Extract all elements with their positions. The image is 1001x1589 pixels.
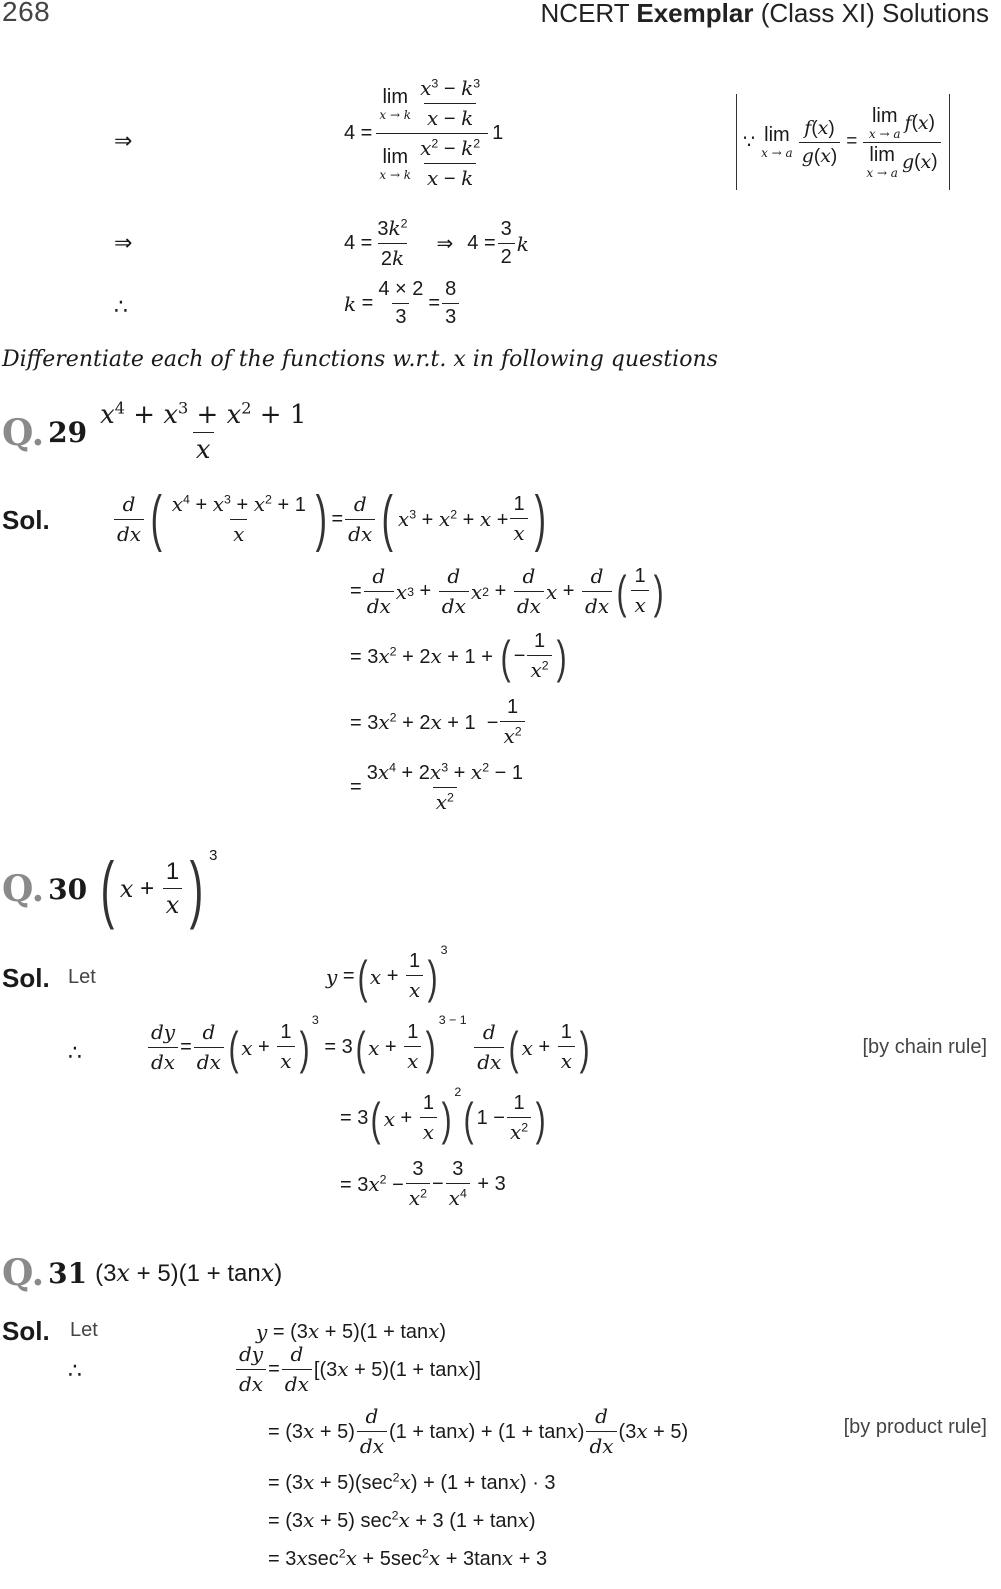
- question-mark-label: Q.: [2, 411, 45, 454]
- implies-symbol: ⇒: [114, 128, 133, 153]
- q30-step-2: = 3 ( x + $\frac{1}{x}$ ) 2 ( 1 − $\frac{1}{x^2}$ ): [340, 1085, 546, 1145]
- product-rule-note: [by product rule]: [843, 1416, 987, 1438]
- therefore-symbol-30: ∴: [68, 1040, 82, 1065]
- let-text-31: Let: [70, 1319, 98, 1341]
- therefore-symbol: ∴: [114, 294, 128, 319]
- implies-inline: ⇒: [436, 233, 454, 255]
- q29-step-5: = $\frac{3x^4 + 2x^3 + x^2 - 1}{x^2}$: [350, 760, 524, 814]
- question-29: Q. 29 $\frac{x^4 + x^3 + x^2 + 1}{x}$: [2, 398, 307, 465]
- q30-step-1: $\frac{dy}{dx}$ = $\frac{d}{dx}$ ( x + $\frac{1}{x}$ ) 3 = 3 ( x + $\frac{1}{x}$ ) 3 − 1 $\frac{d}{dx}$ ( x + $\frac{1}{x}$ ): [146, 1020, 592, 1075]
- equation-k-step: 4 = $\frac{3k^2}{2k}$ ⇒ 4 = $\frac{3}{2}$ k: [344, 216, 529, 270]
- equation-k-result: k = $\frac{4 \times 2}{3}$ = $\frac{8}{3}$: [344, 278, 461, 329]
- q29-step-1: $\frac{d}{dx}$ ( $\frac{x^4 + x^3 + x^2 + 1}{x}$ ) = $\frac{d}{dx}$ ( $x^3 + x^2 + x$ + $\frac{1}{x}$ ): [112, 488, 550, 550]
- let-text-30: Let: [68, 966, 96, 988]
- question-number: 29: [48, 416, 88, 449]
- q31-step-4: = (3x + 5) $\sec^2x + 3$ (1 + tanx): [268, 1508, 536, 1532]
- implies-symbol-2: ⇒: [114, 230, 133, 255]
- book-subtitle: (Class XI) Solutions: [760, 0, 989, 28]
- page-number: 268: [2, 0, 51, 27]
- book-name: Exemplar: [636, 0, 754, 28]
- q29-step-4: = $3x^2 + 2x + 1$ − $\frac{1}{x^2}$: [350, 696, 527, 749]
- section-instruction: Differentiate each of the functions w.r.t. x in following questions: [2, 347, 718, 372]
- running-head: [541, 0, 989, 29]
- q31-define-y: y = (3x + 5)(1 + tanx): [256, 1319, 447, 1344]
- question-mark-label: Q.: [2, 1252, 45, 1294]
- chain-rule-note: [by chain rule]: [862, 1036, 987, 1058]
- q31-step-3: = $(3x + 5)(\sec^2x) + (1 + \tan x) \cdot 3$: [268, 1470, 556, 1494]
- because-symbol: ∵: [743, 131, 756, 153]
- solution-label-29: Sol.: [2, 505, 50, 535]
- solution-label-30: Sol.: [2, 963, 50, 993]
- question-30: Q. 30 ( x + $\frac{1}{x}$ ) 3: [2, 847, 218, 930]
- question-number: 30: [48, 872, 88, 906]
- q31-step-1: $\frac{dy}{dx}$ = $\frac{d}{dx}$ [(3x + 5)(1 + tanx)]: [234, 1342, 481, 1397]
- limit-rule-note: ∵ lim x → a $\frac{f(x)}{g(x)}$ = lim x → a f ( x ) lim x → a g ( x ): [736, 94, 950, 190]
- therefore-symbol-31: ∴: [68, 1358, 82, 1383]
- series-name: NCERT: [540, 0, 630, 28]
- question-mark-label: Q.: [2, 868, 45, 911]
- q30-define-y: y = ( x + $\frac{1}{x}$ ) 3: [326, 943, 448, 1003]
- q31-step-2: = (3x + 5) $\frac{d}{dx}$ (1 + tanx) + (1 + tanx) $\frac{d}{dx}$ (3x + 5): [268, 1404, 689, 1458]
- q29-step-2: = $\frac{d}{dx}$ x 3 + $\frac{d}{dx}$ x 2 + $\frac{d}{dx}$ x + $\frac{d}{dx}$ ( $\frac{1}{x}$ ): [350, 564, 664, 618]
- question-31: Q. 31 (3x + 5)(1 + tanx): [2, 1252, 283, 1294]
- q30-step-3: = $3x^2$ − $\frac{3}{x^2}$ − $\frac{3}{x^4}$ + 3: [340, 1158, 506, 1210]
- q31-step-5: = $3xsec^2x + 5\sec^2x + 3\tan x + 3$: [268, 1546, 548, 1570]
- equation-limit-ratio: 4 = lim x → k $\frac{x^3 - k^3}{x - k}$ lim x → k $\frac{x^2 - k^2}{x - k}$ 1: [344, 76, 504, 190]
- solution-label-31: Sol.: [2, 1316, 50, 1346]
- question-number: 31: [48, 1256, 88, 1290]
- q29-step-3: = $3x^2 + 2x + 1$ + ( − $\frac{1}{x^2}$ ): [350, 630, 567, 683]
